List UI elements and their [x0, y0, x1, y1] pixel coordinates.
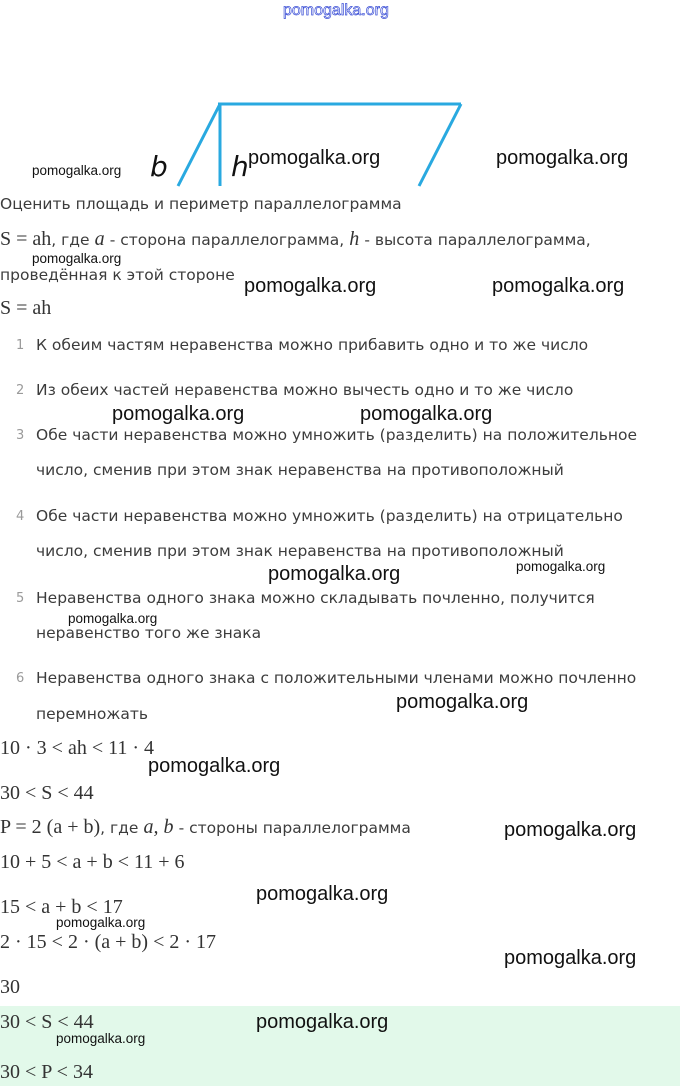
var-h: h	[349, 228, 360, 250]
task-title: Оценить площадь и периметр параллелограмма	[0, 195, 402, 213]
watermark: pomogalka.org	[360, 403, 493, 425]
watermark: pomogalka.org	[492, 275, 625, 297]
watermark: pomogalka.org	[244, 275, 377, 297]
rule-text: Обе части неравенства можно умножить (разделить) на отрицательно	[36, 507, 623, 525]
rule-number: 6	[16, 671, 25, 686]
watermark: pomogalka.org	[496, 147, 629, 169]
watermark: pomogalka.org	[148, 755, 281, 777]
step-inequality: 15 < a + b < 17	[0, 896, 123, 918]
watermark: pomogalka.org	[56, 915, 146, 930]
step-inequality: 2 · 15 < 2 · (a + b) < 2 · 17	[0, 931, 217, 953]
watermark: pomogalka.org	[32, 251, 122, 266]
rule-text: число, сменив при этом знак неравенства на противоположный	[36, 542, 564, 560]
rule-text: Неравенства одного знака можно складывать почленно, получится	[36, 589, 595, 607]
rule-text: Неравенства одного знака с положительными членами можно почленно	[36, 669, 637, 687]
step-inequality: 10 + 5 < a + b < 11 + 6	[0, 851, 185, 873]
rule-number: 5	[16, 591, 25, 606]
rule-text: неравенство того же знака	[36, 624, 262, 642]
watermark: pomogalka.org	[32, 163, 122, 178]
answer-perimeter: 30 < P < 34	[0, 1061, 93, 1083]
rule-number: 3	[16, 428, 25, 443]
rule-text: Обе части неравенства можно умножить (разделить) на положительное	[36, 426, 638, 444]
watermark: pomogalka.org	[396, 691, 529, 713]
rule-text: число, сменив при этом знак неравенства на противоположный	[36, 461, 564, 479]
watermark: pomogalka.org	[516, 559, 606, 574]
area-definition	[0, 228, 591, 251]
perimeter-vars: a, b	[143, 816, 174, 838]
rule-number: 1	[16, 338, 25, 353]
watermark: pomogalka.org	[256, 1011, 389, 1033]
perimeter-definition	[0, 816, 411, 839]
watermark: pomogalka.org	[112, 403, 245, 425]
var-a: a	[94, 228, 105, 250]
side-b-label: b	[150, 150, 168, 183]
perimeter-text: - стороны параллелограмма	[178, 819, 411, 837]
area-def-text: - высота параллелограмма,	[364, 231, 591, 249]
rule-number: 2	[16, 383, 25, 398]
rule-number: 4	[16, 509, 25, 524]
watermark: pomogalka.org	[56, 1031, 146, 1046]
watermark: pomogalka.org	[504, 947, 637, 969]
area-formula-inline: S = ah	[0, 228, 52, 250]
step-inequality: 10 · 3 < ah < 11 · 4	[0, 737, 155, 759]
area-def-text: , где	[51, 231, 90, 249]
rule-text: Из обеих частей неравенства можно вычесть одно и то же число	[36, 381, 574, 399]
watermark: pomogalka.org	[68, 611, 158, 626]
step-inequality: 30	[0, 976, 20, 998]
area-formula: S = ah	[0, 297, 52, 319]
watermark: pomogalka.org	[504, 819, 637, 841]
watermark: pomogalka.org	[256, 883, 389, 905]
step-inequality: 30 < S < 44	[0, 782, 94, 804]
height-h-label: h	[231, 150, 249, 183]
area-def-text: - сторона параллелограмма,	[109, 231, 345, 249]
rule-text: перемножать	[36, 705, 148, 723]
answer-area: 30 < S < 44	[0, 1011, 94, 1033]
watermark: pomogalka.org	[248, 147, 381, 169]
top-watermark: pomogalka.org	[283, 2, 389, 19]
perimeter-formula: P = 2 (a + b)	[0, 816, 101, 838]
watermark: pomogalka.org	[268, 563, 401, 585]
perimeter-text: , где	[100, 819, 139, 837]
rule-text: К обеим частям неравенства можно прибавить одно и то же число	[36, 336, 589, 354]
area-def-line2: проведённая к этой стороне	[0, 266, 235, 284]
